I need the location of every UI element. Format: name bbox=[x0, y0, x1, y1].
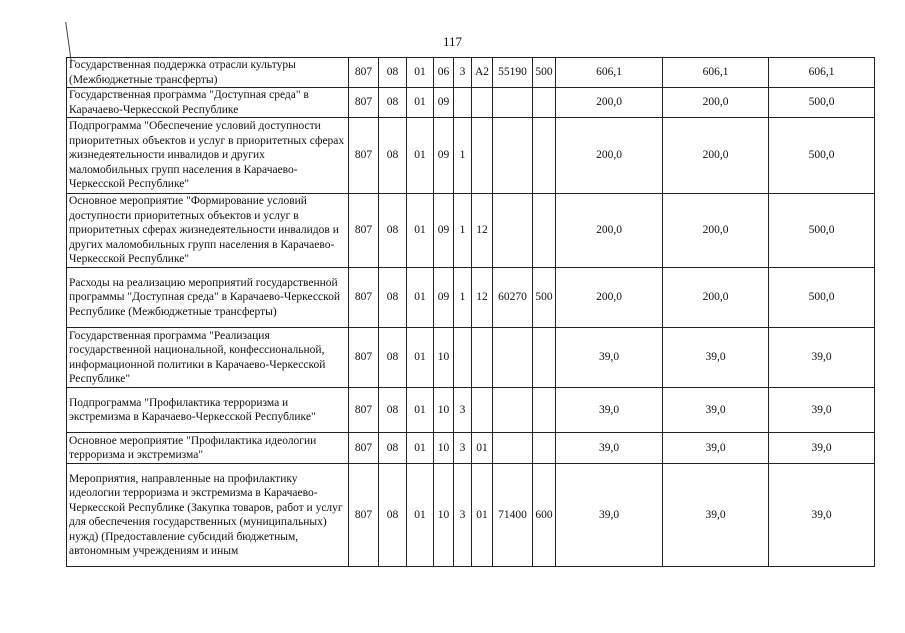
sum-year-1: 39,0 bbox=[556, 433, 663, 464]
direction-code bbox=[493, 88, 533, 118]
activity-code: 12 bbox=[472, 268, 493, 328]
sum-year-3: 39,0 bbox=[769, 328, 875, 388]
subprogram-code: 1 bbox=[454, 268, 472, 328]
section-code: 08 bbox=[379, 433, 407, 464]
program-code: 10 bbox=[434, 388, 454, 433]
sum-year-3: 39,0 bbox=[769, 464, 875, 567]
sum-year-1: 606,1 bbox=[556, 58, 663, 88]
direction-code: 60270 bbox=[493, 268, 533, 328]
sum-year-1: 39,0 bbox=[556, 328, 663, 388]
subsection-code: 01 bbox=[407, 388, 434, 433]
table-row bbox=[67, 328, 875, 388]
sum-year-1: 200,0 bbox=[556, 268, 663, 328]
subprogram-code: 3 bbox=[454, 433, 472, 464]
subsection-code: 01 bbox=[407, 268, 434, 328]
subprogram-code: 3 bbox=[454, 58, 472, 88]
subprogram-code: 1 bbox=[454, 194, 472, 268]
sum-year-2: 200,0 bbox=[663, 118, 769, 194]
table-row bbox=[67, 388, 875, 433]
subprogram-code: 3 bbox=[454, 464, 472, 567]
sum-year-3: 39,0 bbox=[769, 433, 875, 464]
row-name: Основное мероприятие "Профилактика идеологии терроризма и экстремизма" bbox=[67, 433, 349, 464]
ministry-code: 807 bbox=[349, 328, 379, 388]
row-name: Мероприятия, направленные на профилактику идеологии терроризма и экстремизма в Карачаево-Черкесской Республике (Закупка товаров, работ и услуг для обеспечения государственных (муниципальных) нужд) (Предоставление субсидий бюджетным, автономным учреждениям и иным bbox=[67, 464, 349, 567]
row-name: Государственная программа "Доступная среда" в Карачаево-Черкесской Республике bbox=[67, 88, 349, 118]
sum-year-3: 500,0 bbox=[769, 118, 875, 194]
section-code: 08 bbox=[379, 118, 407, 194]
section-code: 08 bbox=[379, 464, 407, 567]
ministry-code: 807 bbox=[349, 118, 379, 194]
expense-type-code: 500 bbox=[533, 268, 556, 328]
ministry-code: 807 bbox=[349, 194, 379, 268]
subprogram-code bbox=[454, 88, 472, 118]
subsection-code: 01 bbox=[407, 88, 434, 118]
activity-code bbox=[472, 118, 493, 194]
sum-year-2: 200,0 bbox=[663, 268, 769, 328]
direction-code: 55190 bbox=[493, 58, 533, 88]
table-row bbox=[67, 464, 875, 567]
program-code: 09 bbox=[434, 194, 454, 268]
section-code: 08 bbox=[379, 328, 407, 388]
row-name: Расходы на реализацию мероприятий государственной программы "Доступная среда" в Карачаево-Черкесской Республике (Межбюджетные трансферты) bbox=[67, 268, 349, 328]
direction-code: 71400 bbox=[493, 464, 533, 567]
section-code: 08 bbox=[379, 194, 407, 268]
program-code: 10 bbox=[434, 433, 454, 464]
table-row bbox=[67, 58, 875, 88]
expense-type-code bbox=[533, 388, 556, 433]
subprogram-code bbox=[454, 328, 472, 388]
sum-year-2: 200,0 bbox=[663, 194, 769, 268]
activity-code bbox=[472, 328, 493, 388]
activity-code bbox=[472, 388, 493, 433]
sum-year-2: 39,0 bbox=[663, 328, 769, 388]
section-code: 08 bbox=[379, 388, 407, 433]
sum-year-1: 200,0 bbox=[556, 118, 663, 194]
subprogram-code: 1 bbox=[454, 118, 472, 194]
subsection-code: 01 bbox=[407, 328, 434, 388]
subprogram-code: 3 bbox=[454, 388, 472, 433]
table-row bbox=[67, 194, 875, 268]
table-row bbox=[67, 433, 875, 464]
section-code: 08 bbox=[379, 58, 407, 88]
row-name: Подпрограмма "Профилактика терроризма и экстремизма в Карачаево-Черкесской Республике" bbox=[67, 388, 349, 433]
subsection-code: 01 bbox=[407, 433, 434, 464]
ministry-code: 807 bbox=[349, 268, 379, 328]
sum-year-1: 200,0 bbox=[556, 194, 663, 268]
expense-type-code bbox=[533, 328, 556, 388]
sum-year-1: 39,0 bbox=[556, 464, 663, 567]
direction-code bbox=[493, 194, 533, 268]
expense-type-code bbox=[533, 194, 556, 268]
subsection-code: 01 bbox=[407, 464, 434, 567]
sum-year-1: 39,0 bbox=[556, 388, 663, 433]
ministry-code: 807 bbox=[349, 58, 379, 88]
sum-year-3: 606,1 bbox=[769, 58, 875, 88]
budget-table bbox=[66, 57, 875, 567]
subsection-code: 01 bbox=[407, 118, 434, 194]
direction-code bbox=[493, 118, 533, 194]
sum-year-3: 500,0 bbox=[769, 88, 875, 118]
sum-year-2: 606,1 bbox=[663, 58, 769, 88]
activity-code: 12 bbox=[472, 194, 493, 268]
sum-year-3: 39,0 bbox=[769, 388, 875, 433]
sum-year-2: 39,0 bbox=[663, 433, 769, 464]
row-name: Основное мероприятие "Формирование условий доступности приоритетных объектов и услуг в приоритетных сферах жизнедеятельности инвалидов и других маломобильных групп населения в Карачаево-Черкесской Республике" bbox=[67, 194, 349, 268]
program-code: 10 bbox=[434, 328, 454, 388]
subsection-code: 01 bbox=[407, 194, 434, 268]
table-row bbox=[67, 88, 875, 118]
section-code: 08 bbox=[379, 88, 407, 118]
expense-type-code: 600 bbox=[533, 464, 556, 567]
expense-type-code bbox=[533, 118, 556, 194]
sum-year-2: 39,0 bbox=[663, 388, 769, 433]
subsection-code: 01 bbox=[407, 58, 434, 88]
expense-type-code: 500 bbox=[533, 58, 556, 88]
activity-code: 01 bbox=[472, 464, 493, 567]
sum-year-2: 200,0 bbox=[663, 88, 769, 118]
row-name: Государственная программа "Реализация государственной национальной, конфессиональной, информационной политики в Карачаево-Черкесской Республике" bbox=[67, 328, 349, 388]
activity-code: 01 bbox=[472, 433, 493, 464]
ministry-code: 807 bbox=[349, 388, 379, 433]
activity-code: A2 bbox=[472, 58, 493, 88]
table-row bbox=[67, 118, 875, 194]
page-number: 117 bbox=[442, 34, 463, 49]
sum-year-3: 500,0 bbox=[769, 194, 875, 268]
ministry-code: 807 bbox=[349, 88, 379, 118]
program-code: 09 bbox=[434, 88, 454, 118]
section-code: 08 bbox=[379, 268, 407, 328]
table-row bbox=[67, 268, 875, 328]
row-name: Подпрограмма "Обеспечение условий доступности приоритетных объектов и услуг в приоритетных сферах жизнедеятельности инвалидов и других маломобильных групп населения в Карачаево-Черкесской Республике" bbox=[67, 118, 349, 194]
ministry-code: 807 bbox=[349, 464, 379, 567]
sum-year-1: 200,0 bbox=[556, 88, 663, 118]
program-code: 06 bbox=[434, 58, 454, 88]
sum-year-2: 39,0 bbox=[663, 464, 769, 567]
ministry-code: 807 bbox=[349, 433, 379, 464]
expense-type-code bbox=[533, 88, 556, 118]
activity-code bbox=[472, 88, 493, 118]
direction-code bbox=[493, 433, 533, 464]
direction-code bbox=[493, 328, 533, 388]
row-name: Государственная поддержка отрасли культуры (Межбюджетные трансферты) bbox=[67, 58, 349, 88]
program-code: 10 bbox=[434, 464, 454, 567]
direction-code bbox=[493, 388, 533, 433]
program-code: 09 bbox=[434, 118, 454, 194]
sum-year-3: 500,0 bbox=[769, 268, 875, 328]
program-code: 09 bbox=[434, 268, 454, 328]
expense-type-code bbox=[533, 433, 556, 464]
